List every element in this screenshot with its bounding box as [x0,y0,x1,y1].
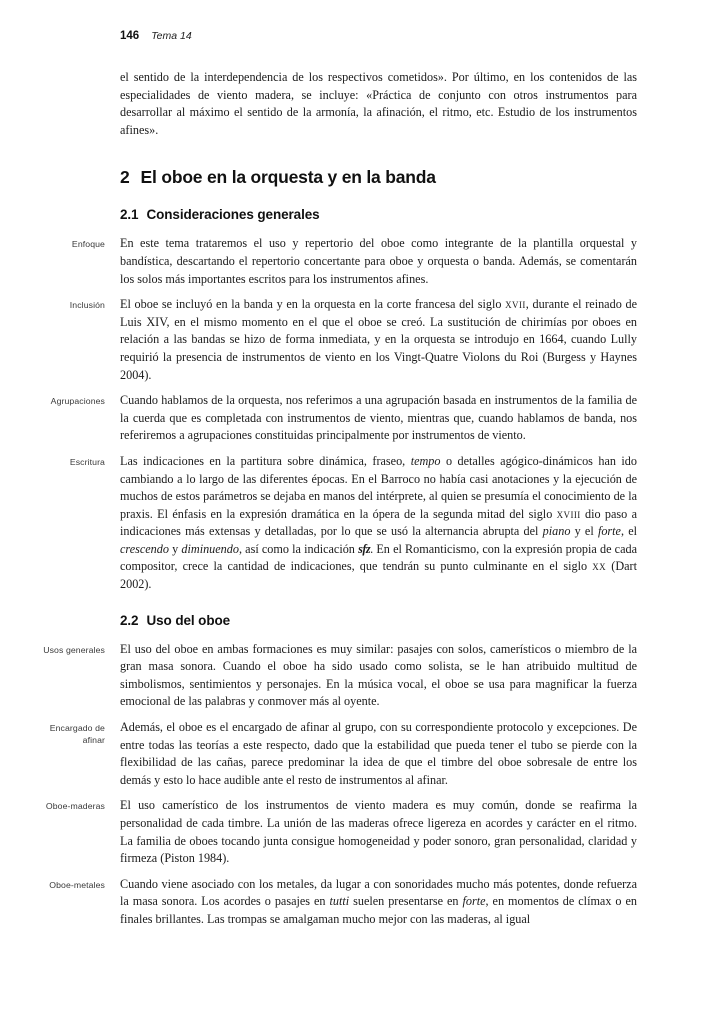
styled-text: forte [597,524,621,539]
paragraph-row [120,69,637,139]
paragraph: En este tema trataremos el uso y repertorio del oboe como integrante de la plantilla orquestal y bandística, descartando el repertorio concertante para oboe y orquesta o banda. Además, se comentarán los solos más importantes escritos para los instrumentos afines. [120,236,637,286]
margin-note: Oboe-maderas [45,801,105,812]
styled-text: crescendo [120,541,169,556]
margin-note: Enfoque [71,239,105,250]
styled-text: xx [592,559,607,574]
paragraph: El uso camerístico de los instrumentos de viento madera es muy común, donde se reafirma la personalidad de cada timbre. La unión de las maderas ofrece ligereza en acordes y carácter en el ritmo. La familia de oboes tocando junta consigue homogeneidad y poder sonoro, gran personalidad, claridad y firmeza (Piston 1984). [120,798,637,866]
paragraph-row [49,719,637,789]
margin-note: Encargado de afinar [49,723,105,745]
page-number: 146 [120,30,140,42]
styled-text: forte [462,894,486,909]
paragraph-row [49,876,637,929]
heading-title: El oboe en la orquesta y en la banda [140,167,436,188]
paragraph: el sentido de la interdependencia de los respectivos cometidos». Por último, en los contenidos de las especialidades de viento madera, se incluye: «Práctica de conjunto con otros instrumentos para desarrollar al máximo el sentido de la armonía, la afinación, el ritmo, etc. Estudio de los instrumentos afines». [120,70,637,137]
styled-text: piano [542,524,571,539]
subsection-heading [120,613,637,628]
paragraph-row [69,296,637,384]
paragraph: El uso del oboe en ambas formaciones es muy similar: pasajes con solos, camerísticos o miembro de la gran masa sonora. Cuando el oboe ha sido usado como solista, se le han atribuido multitud de simbolismos, sentimientos y personajes. En la música vocal, el oboe se usa para magnificar la fuerza emocional de las palabras y conmover más al oyente. [120,641,637,709]
styled-text: xvii [505,297,526,312]
styled-text: xviii [556,506,581,521]
heading-title: Consideraciones generales [146,207,320,223]
content [43,69,638,929]
paragraph: Cuando viene asociado con los metales, da lugar a con sonoridades mucho más potentes, donde refuerza la masa sonora. Los acordes o pasajes en tutti suelen presentarse en forte, en momentos de clímax o en finales brillantes. Las trompas se amalgaman mucho mejor con las maderas, al igual [120,876,637,926]
margin-note: Oboe-metales [49,879,105,890]
styled-text: tutti [329,894,350,909]
margin-note: Inclusión [69,300,105,311]
sforzando-dynamic-mark: sfz [358,541,371,556]
paragraph-row [45,797,637,867]
styled-text: tempo [410,453,441,468]
running-header [120,30,637,42]
margin-note: Agrupaciones [50,396,105,407]
section-heading [120,167,637,188]
styled-text: diminuendo [181,541,239,556]
paragraph: Las indicaciones en la partitura sobre dinámica, fraseo, tempo o detalles agógico-dinámicos han ido cambiando a lo largo de las diferentes épocas. En el Barroco no había casi anotaciones y la ejecución de muchos de estos parámetros se dejaba en manos del intérprete, al quien se presumía el conocimiento de la praxis. El énfasis en la expresión dramática en la ópera de la segunda mitad del siglo xviii dio paso a indicaciones más extensas y detalladas, por lo que se usó la alternancia abrupta del piano y el forte, el crescendo y diminuendo, así como la indicación sfz. En el Romanticismo, con la expresión propia de cada compositor, crece la cantidad de indicaciones, que tendrán su punto culminante en el siglo xx (Dart 2002). [120,453,638,592]
paragraph: Cuando hablamos de la orquesta, nos referimos a una agrupación basada en instrumentos de la familia de la cuerda que es completada con instrumentos de viento, mientras que, cuando hablamos de banda, nos referiremos a agrupaciones constituidas principalmente por instrumentos de viento. [120,393,637,443]
paragraph-row [50,392,637,445]
paragraph-row [71,235,637,288]
chapter-title: Tema 14 [151,30,192,42]
heading-number: 2.2 [120,612,139,628]
margin-note: Usos generales [43,644,105,655]
heading-number: 2.1 [120,207,139,223]
paragraph: El oboe se incluyó en la banda y en la orquesta en la corte francesa del siglo xvii, durante el reinado de Luis XIV, en el mismo momento en el que el oboe se creó. La sustitución de chirimías por oboes en relación a las bandas se hizo de forma inmediata, y en la orquesta se introdujo en 1664, cuando Lully requirió la presencia de instrumentos de viento en los Vingt-Quatre Violons du Roi (Burgess y Haynes 2004). [120,297,637,382]
margin-note: Escritura [69,456,105,467]
heading-number: 2 [120,167,130,188]
heading-title: Uso del oboe [146,612,231,628]
subsection-heading [120,207,637,222]
paragraph-row [69,453,638,594]
paragraph: Además, el oboe es el encargado de afinar al grupo, con su correspondiente protocolo y excepciones. De entre todas las teorías a este respecto, dado que la estabilidad que pueda tener el tubo se pierde con la flexibilidad de las cañas, parece predominar la idea de que el timbre del oboe sobresale de entre los demás y esto lo hace audible ante el resto de instrumentos al afinar. [120,720,637,787]
paragraph-row [43,641,637,711]
